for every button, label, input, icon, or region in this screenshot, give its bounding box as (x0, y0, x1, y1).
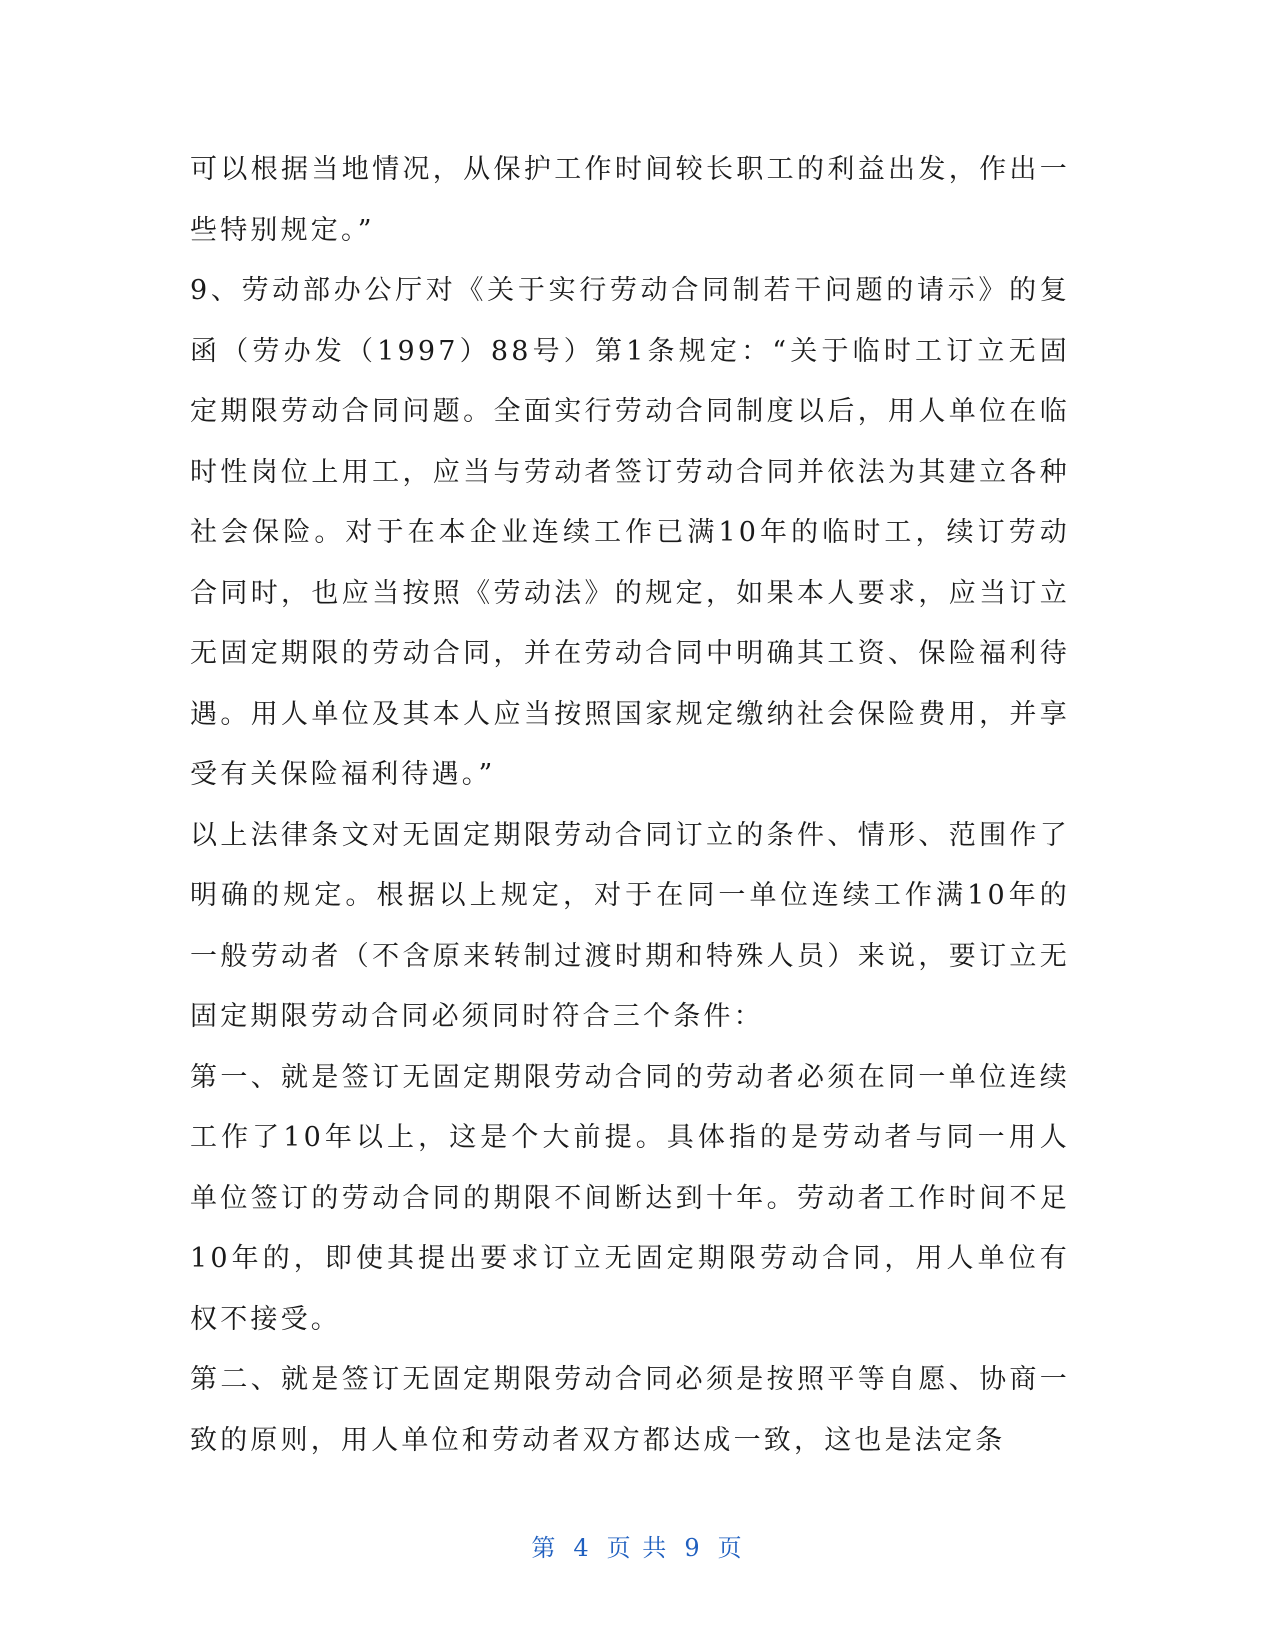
body-text (190, 140, 1070, 1471)
footer-total-pages: 9 (684, 1534, 702, 1562)
paragraph-3: 以上法律条文对无固定期限劳动合同订立的条件、情形、范围作了明确的规定。根据以上规定，对于在同一单位连续工作满10年的一般劳动者（不含原来转制过渡时期和特殊人员）来说，要订立无固定期限劳动合同必须同时符合三个条件： (190, 819, 1070, 1032)
footer-current-page: 4 (573, 1534, 591, 1562)
paragraph-1: 可以根据当地情况，从保护工作时间较长职工的利益出发，作出一些特别规定。” (190, 154, 1070, 246)
footer-prefix: 第 (531, 1534, 558, 1562)
paragraph-2: 9、劳动部办公厅对《关于实行劳动合同制若干问题的请示》的复函（劳办发（1997）88号）第1条规定：“关于临时工订立无固定期限劳动合同问题。全面实行劳动合同制度以后，用人单位在临时性岗位上用工，应当与劳动者签订劳动合同并依法为其建立各种社会保险。对于在本企业连续工作已满10年的临时工，续订劳动合同时，也应当按照《劳动法》的规定，如果本人要求，应当订立无固定期限的劳动合同，并在劳动合同中明确其工资、保险福利待遇。用人单位及其本人应当按照国家规定缴纳社会保险费用，并享受有关保险福利待遇。” (190, 275, 1070, 790)
footer-middle: 页 共 (606, 1534, 669, 1562)
paragraph-5: 第二、就是签订无固定期限劳动合同必须是按照平等自愿、协商一致的原则，用人单位和劳动者双方都达成一致，这也是法定条 (190, 1364, 1070, 1456)
page-footer (0, 1528, 1275, 1563)
paragraph-4: 第一、就是签订无固定期限劳动合同的劳动者必须在同一单位连续工作了10年以上，这是个大前提。具体指的是劳动者与同一用人单位签订的劳动合同的期限不间断达到十年。劳动者工作时间不足10年的，即使其提出要求订立无固定期限劳动合同，用人单位有权不接受。 (190, 1061, 1070, 1335)
footer-suffix: 页 (717, 1534, 744, 1562)
